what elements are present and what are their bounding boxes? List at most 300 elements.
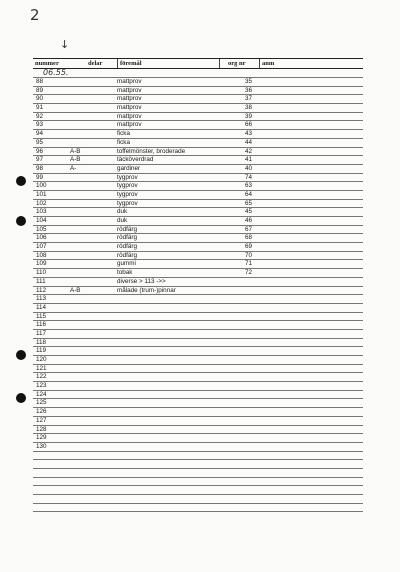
cell-nummer: 109 [36, 260, 47, 268]
cell-nummer: 112 [36, 286, 47, 294]
cell-org-nr [219, 486, 259, 494]
cell-foremal: mattprov [117, 95, 142, 103]
cell-foremal: gardiner [117, 164, 141, 172]
cell-foremal [117, 434, 219, 442]
cell-delar [70, 399, 117, 407]
cell-org-nr: 74 [245, 173, 253, 181]
cell-foremal [117, 365, 219, 373]
cell-anm [259, 321, 363, 329]
cell-org-nr: 44 [245, 138, 253, 146]
header-nummer: nummer [35, 60, 59, 67]
cell-anm [259, 399, 363, 407]
cell-org-nr: 39 [245, 112, 253, 120]
cell-foremal [117, 452, 219, 460]
cell-anm [259, 504, 363, 512]
cell-anm [259, 426, 363, 434]
cell-foremal: rödfärg [117, 225, 137, 233]
cell-anm [259, 121, 363, 129]
cell-org-nr: 70 [245, 251, 253, 259]
cell-org-nr: 69 [245, 243, 253, 251]
cell-anm [259, 200, 363, 208]
table-row [33, 260, 363, 269]
table-row [33, 217, 363, 226]
cell-nummer: 93 [36, 121, 44, 129]
cell-delar [70, 486, 117, 494]
cell-org-nr [219, 443, 259, 451]
cell-anm [259, 191, 363, 199]
table-row [33, 426, 363, 435]
cell-anm [259, 278, 363, 286]
cell-delar [70, 191, 117, 199]
cell-org-nr [219, 356, 259, 364]
punch-hole [16, 393, 26, 403]
cell-nummer: 113 [36, 295, 47, 303]
cell-foremal: mattprov [117, 121, 142, 129]
cell-foremal: diverse > 113 ->> [117, 277, 166, 285]
cell-org-nr [219, 373, 259, 381]
cell-org-nr [219, 426, 259, 434]
cell-delar [70, 130, 117, 138]
cell-anm [259, 156, 363, 164]
cell-nummer: 111 [36, 277, 46, 285]
table-row [33, 278, 363, 287]
cell-delar [70, 321, 117, 329]
table-row [33, 382, 363, 391]
cell-org-nr: 45 [245, 208, 253, 216]
cell-delar [70, 417, 117, 425]
cell-delar [70, 217, 117, 225]
cell-delar [70, 373, 117, 381]
cell-org-nr [219, 304, 259, 312]
cell-nummer [33, 504, 70, 512]
table-row [33, 174, 363, 183]
cell-foremal: mattprov [117, 104, 142, 112]
table-row [33, 165, 363, 174]
cell-org-nr [219, 365, 259, 373]
cell-anm [259, 330, 363, 338]
cell-foremal: mattprov [117, 112, 142, 120]
cell-delar [70, 295, 117, 303]
cell-org-nr [219, 391, 259, 399]
table-row [33, 226, 363, 235]
cell-org-nr [219, 495, 259, 503]
cell-org-nr [219, 313, 259, 321]
cell-anm [259, 460, 363, 468]
cell-anm [259, 495, 363, 503]
cell-foremal: tygprov [117, 190, 138, 198]
cell-org-nr [219, 469, 259, 477]
cell-nummer: 127 [36, 416, 47, 424]
cell-delar [70, 365, 117, 373]
cell-nummer: 110 [36, 269, 47, 277]
cell-org-nr [219, 347, 259, 355]
cell-org-nr [219, 278, 259, 286]
header-org-nr: org nr [219, 59, 259, 68]
cell-org-nr [219, 408, 259, 416]
cell-org-nr [219, 460, 259, 468]
cell-nummer: 94 [36, 130, 44, 138]
cell-delar [70, 495, 117, 503]
table-row [33, 139, 363, 148]
table-header [33, 58, 363, 69]
cell-nummer: 123 [36, 382, 47, 390]
cell-foremal: tygprov [117, 199, 138, 207]
header-delar: delar [88, 60, 103, 67]
cell-foremal [117, 443, 219, 451]
page-number: 2 [30, 6, 40, 24]
cell-delar [70, 356, 117, 364]
arrow-down-icon: ↓ [60, 38, 70, 51]
cell-nummer: 95 [36, 138, 44, 146]
cell-nummer: 100 [36, 182, 47, 190]
table-row [33, 87, 363, 96]
cell-org-nr [219, 478, 259, 486]
cell-nummer: 106 [36, 234, 47, 242]
cell-nummer: 114 [36, 303, 47, 311]
cell-anm [259, 313, 363, 321]
cell-foremal: tygprov [117, 173, 138, 181]
cell-anm [259, 217, 363, 225]
cell-delar [70, 200, 117, 208]
cell-delar [70, 208, 117, 216]
cell-delar [70, 104, 117, 112]
table-row [33, 113, 363, 122]
cell-delar [70, 460, 117, 468]
cell-anm [259, 478, 363, 486]
table-row [33, 95, 363, 104]
table-row [33, 243, 363, 252]
cell-anm [259, 260, 363, 268]
cell-anm [259, 287, 363, 295]
cell-anm [259, 486, 363, 494]
cell-foremal: rödfärg [117, 234, 137, 242]
cell-anm [259, 347, 363, 355]
cell-foremal [117, 330, 219, 338]
cell-delar [70, 304, 117, 312]
cell-delar [70, 339, 117, 347]
cell-delar [70, 452, 117, 460]
cell-org-nr: 42 [245, 147, 253, 155]
cell-foremal: duk [117, 208, 128, 216]
cell-org-nr: 64 [245, 190, 253, 198]
cell-anm [259, 434, 363, 442]
cell-org-nr: 41 [245, 156, 253, 164]
cell-anm [259, 295, 363, 303]
cell-delar [70, 408, 117, 416]
cell-anm [259, 208, 363, 216]
cell-anm [259, 252, 363, 260]
cell-delar [70, 234, 117, 242]
cell-nummer: 121 [36, 364, 47, 372]
cell-anm [259, 234, 363, 242]
table-row [33, 104, 363, 113]
table-row [33, 304, 363, 313]
table-row [33, 469, 363, 478]
cell-delar [70, 347, 117, 355]
cell-anm [259, 78, 363, 86]
cell-org-nr: 37 [245, 95, 253, 103]
cell-nummer: 128 [36, 425, 47, 433]
cell-nummer [33, 495, 70, 503]
table-row [33, 504, 363, 513]
cell-foremal: duk [117, 217, 128, 224]
punch-hole [16, 216, 26, 226]
cell-delar [70, 504, 117, 512]
cell-delar [70, 434, 117, 442]
cell-nummer: 104 [36, 217, 47, 224]
cell-nummer: 108 [36, 251, 47, 259]
table-row [33, 417, 363, 426]
table-row [33, 252, 363, 261]
table-row [33, 365, 363, 374]
cell-org-nr: 36 [245, 86, 253, 94]
table-row [33, 478, 363, 487]
cell-delar [70, 269, 117, 277]
cell-org-nr: 43 [245, 130, 253, 138]
table-row [33, 200, 363, 209]
cell-foremal: målade (trum-)pinnar [117, 286, 176, 294]
cell-delar [70, 78, 117, 86]
cell-foremal: tygprov [117, 182, 138, 190]
cell-nummer [33, 478, 70, 486]
table-row [33, 321, 363, 330]
cell-foremal [117, 399, 219, 407]
table-row [33, 391, 363, 400]
cell-org-nr [219, 434, 259, 442]
cell-anm [259, 243, 363, 251]
cell-org-nr: 65 [245, 199, 253, 207]
cell-foremal [117, 356, 219, 364]
cell-foremal [117, 313, 219, 321]
table-row [33, 408, 363, 417]
cell-foremal [117, 495, 219, 503]
cell-delar [70, 182, 117, 190]
cell-foremal: rödfärg [117, 243, 137, 251]
cell-anm [259, 165, 363, 173]
cell-nummer: 102 [36, 199, 47, 207]
cell-anm [259, 104, 363, 112]
cell-delar [70, 87, 117, 95]
cell-nummer: 120 [36, 356, 47, 363]
cell-nummer: 88 [36, 78, 44, 85]
cell-org-nr [219, 452, 259, 460]
cell-foremal [117, 373, 219, 381]
cell-foremal: mattprov [117, 78, 142, 85]
cell-delar [70, 469, 117, 477]
cell-anm [259, 269, 363, 277]
cell-foremal [117, 304, 219, 312]
cell-org-nr: 46 [245, 217, 253, 224]
table-row [33, 121, 363, 130]
cell-anm [259, 174, 363, 182]
cell-org-nr [219, 339, 259, 347]
cell-nummer: 90 [36, 95, 44, 103]
cell-nummer: 115 [36, 312, 47, 320]
cell-foremal: ficka [117, 138, 130, 146]
table-row [33, 208, 363, 217]
cell-nummer: 99 [36, 173, 44, 181]
cell-delar [70, 95, 117, 103]
cell-nummer [33, 460, 70, 468]
cell-anm [259, 469, 363, 477]
cell-anm [259, 417, 363, 425]
table-row [33, 373, 363, 382]
cell-nummer: 91 [36, 104, 44, 112]
cell-delar [70, 426, 117, 434]
cell-org-nr [219, 417, 259, 425]
cell-nummer: 125 [36, 399, 47, 407]
ledger-rows [33, 78, 363, 512]
cell-foremal [117, 391, 219, 399]
cell-org-nr [219, 330, 259, 338]
punch-hole [16, 176, 26, 186]
cell-nummer: 126 [36, 408, 47, 416]
cell-org-nr: 63 [245, 182, 253, 190]
table-row [33, 130, 363, 139]
cell-anm [259, 182, 363, 190]
cell-delar [70, 243, 117, 251]
cell-nummer: 129 [36, 434, 47, 442]
cell-delar [70, 313, 117, 321]
table-row [33, 339, 363, 348]
cell-nummer: 103 [36, 208, 47, 216]
cell-nummer: 101 [36, 190, 47, 198]
cell-anm [259, 113, 363, 121]
cell-foremal: mattprov [117, 86, 142, 94]
cell-anm [259, 408, 363, 416]
cell-org-nr: 67 [245, 225, 253, 233]
table-row [33, 78, 363, 87]
cell-foremal [117, 408, 219, 416]
cell-nummer: 96 [36, 147, 44, 155]
cell-org-nr: 38 [245, 104, 253, 112]
cell-nummer: 107 [36, 243, 47, 251]
cell-foremal [117, 382, 219, 390]
cell-nummer: 105 [36, 225, 47, 233]
cell-foremal [117, 321, 219, 329]
cell-nummer: 92 [36, 112, 44, 120]
cell-anm [259, 443, 363, 451]
cell-anm [259, 226, 363, 234]
cell-foremal: täcköverdrad [117, 156, 154, 164]
cell-nummer [33, 469, 70, 477]
table-row [33, 486, 363, 495]
cell-delar: A- [70, 164, 77, 172]
cell-delar [70, 252, 117, 260]
cell-anm [259, 130, 363, 138]
cell-org-nr [219, 321, 259, 329]
cell-nummer: 97 [36, 156, 44, 164]
table-row [33, 452, 363, 461]
cell-org-nr [219, 287, 259, 295]
cell-nummer [33, 452, 70, 460]
cell-nummer: 98 [36, 164, 44, 172]
cell-anm [259, 139, 363, 147]
table-row [33, 347, 363, 356]
table-row [33, 182, 363, 191]
ledger-table [33, 58, 363, 512]
cell-anm [259, 148, 363, 156]
table-row [33, 148, 363, 157]
table-row [33, 399, 363, 408]
punch-hole [16, 350, 26, 360]
cell-foremal [117, 347, 219, 355]
cell-delar [70, 113, 117, 121]
cell-delar [70, 443, 117, 451]
cell-org-nr: 35 [245, 78, 253, 85]
cell-org-nr [219, 504, 259, 512]
cell-delar [70, 139, 117, 147]
cell-foremal [117, 426, 219, 434]
cell-nummer: 124 [36, 390, 47, 398]
cell-nummer: 130 [36, 442, 47, 450]
cell-foremal [117, 478, 219, 486]
cell-nummer: 116 [36, 321, 47, 329]
cell-foremal [117, 417, 219, 425]
cell-foremal: toffelmönster, broderade [117, 147, 186, 155]
table-row [33, 356, 363, 365]
table-row [33, 460, 363, 469]
table-row [33, 269, 363, 278]
cell-foremal [117, 486, 219, 494]
handwritten-note: 06.55. [33, 69, 363, 78]
table-row [33, 234, 363, 243]
cell-anm [259, 373, 363, 381]
cell-foremal [117, 339, 219, 347]
cell-foremal [117, 295, 219, 303]
cell-org-nr: 66 [245, 121, 253, 129]
cell-delar [70, 478, 117, 486]
cell-anm [259, 95, 363, 103]
cell-delar [70, 278, 117, 286]
table-row [33, 434, 363, 443]
cell-org-nr [219, 382, 259, 390]
cell-nummer: 122 [36, 373, 47, 381]
table-row [33, 495, 363, 504]
cell-foremal [117, 469, 219, 477]
cell-anm [259, 365, 363, 373]
table-row [33, 313, 363, 322]
table-row [33, 295, 363, 304]
cell-nummer: 119 [36, 347, 47, 355]
cell-anm [259, 304, 363, 312]
cell-delar [70, 382, 117, 390]
cell-foremal: tobak [117, 269, 133, 277]
table-row [33, 156, 363, 165]
cell-org-nr: 71 [245, 260, 253, 268]
cell-foremal [117, 504, 219, 512]
cell-foremal: rödfärg [117, 251, 137, 259]
cell-delar: A-B [70, 147, 81, 155]
cell-anm [259, 382, 363, 390]
table-row [33, 443, 363, 452]
cell-delar: A-B [70, 286, 81, 294]
cell-foremal: gummi [117, 260, 136, 268]
cell-org-nr [219, 399, 259, 407]
cell-delar [70, 330, 117, 338]
cell-anm [259, 87, 363, 95]
cell-anm [259, 339, 363, 347]
cell-foremal [117, 460, 219, 468]
cell-org-nr [219, 295, 259, 303]
cell-nummer: 117 [36, 329, 47, 337]
cell-anm [259, 452, 363, 460]
cell-org-nr: 68 [245, 234, 253, 242]
cell-delar [70, 174, 117, 182]
cell-delar [70, 391, 117, 399]
cell-anm [259, 391, 363, 399]
table-row [33, 191, 363, 200]
